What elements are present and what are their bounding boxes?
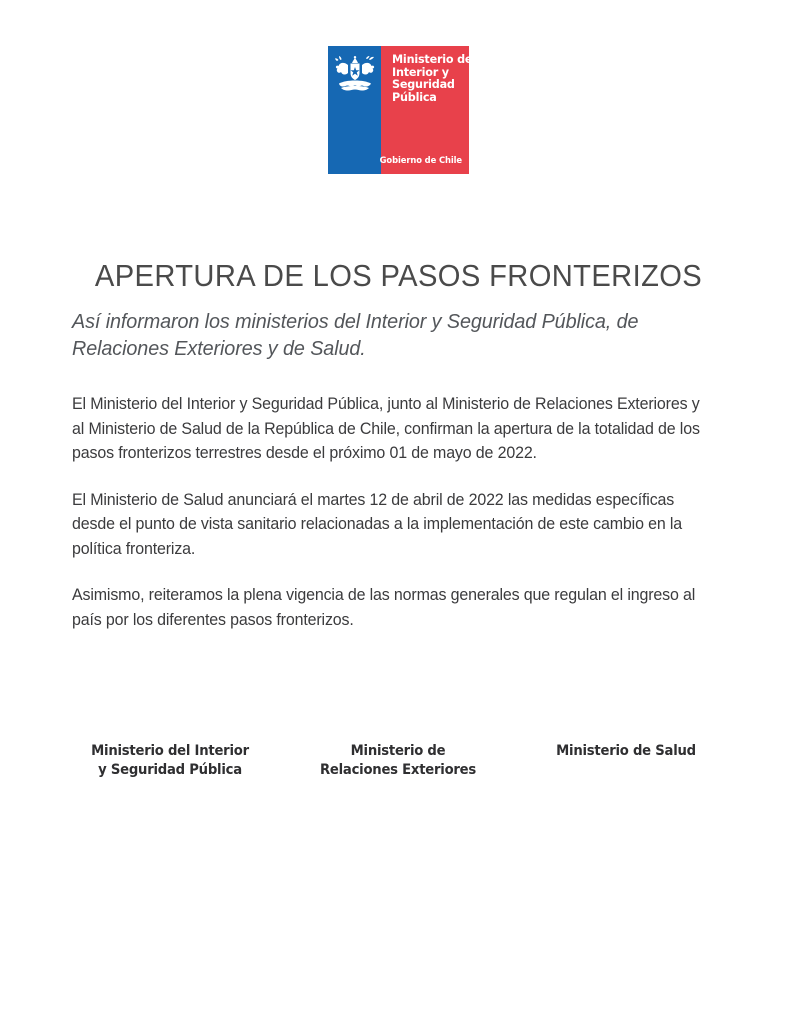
signature-2-line-1: Ministerio de [350,743,446,759]
logo-government-label: Gobierno de Chile [379,155,462,165]
signature-2-line-2: Relaciones Exteriores [319,762,477,778]
logo-title-line-3: Seguridad [392,78,455,92]
signature-1-line-2: y Seguridad Pública [98,762,242,778]
signature-ministry-health [514,742,737,761]
logo-title-line-4: Pública [392,90,437,104]
ministry-logo [328,46,476,174]
signature-3-line-1: Ministerio de Salud [556,743,696,759]
body-paragraph-1: El Ministerio del Interior y Seguridad Pública, junto al Ministerio de Relaciones Exteriores y al Ministerio de Salud de la República de Chile, confirman la apertura de la totalidad de los pasos fronterizos terrestres desde el próximo 01 de mayo de 2022. [72,395,700,462]
body-paragraph-3: Asimismo, reiteramos la plena vigencia de las normas generales que regulan el ingreso al país por los diferentes pasos fronterizos. [72,586,696,629]
logo-title-line-1: Ministerio del [392,53,476,66]
body-paragraph-2: El Ministerio de Salud anunciará el martes 12 de abril de 2022 las medidas específicas desde el punto de vista sanitario relacionadas a la implementación de este cambio en la política fronteriza. [72,490,683,558]
logo-red-panel [379,46,476,174]
document-subtitle: Así informaron los ministerios del Interior y Seguridad Pública, de Relaciones Exteriores y de Salud. [72,310,639,360]
document-body [72,392,727,632]
signature-ministry-interior [58,742,281,780]
page-title: APERTURA DE LOS PASOS FRONTERIZOS [94,257,703,293]
signature-row [0,742,797,792]
signature-ministry-foreign-affairs [286,742,509,780]
logo-title-line-2: Interior y [392,65,449,79]
signature-1-line-1: Ministerio del Interior [91,743,249,759]
logo-blue-panel [328,46,381,174]
logo-ministry-title [392,53,476,104]
chile-coat-of-arms-icon [333,55,377,95]
